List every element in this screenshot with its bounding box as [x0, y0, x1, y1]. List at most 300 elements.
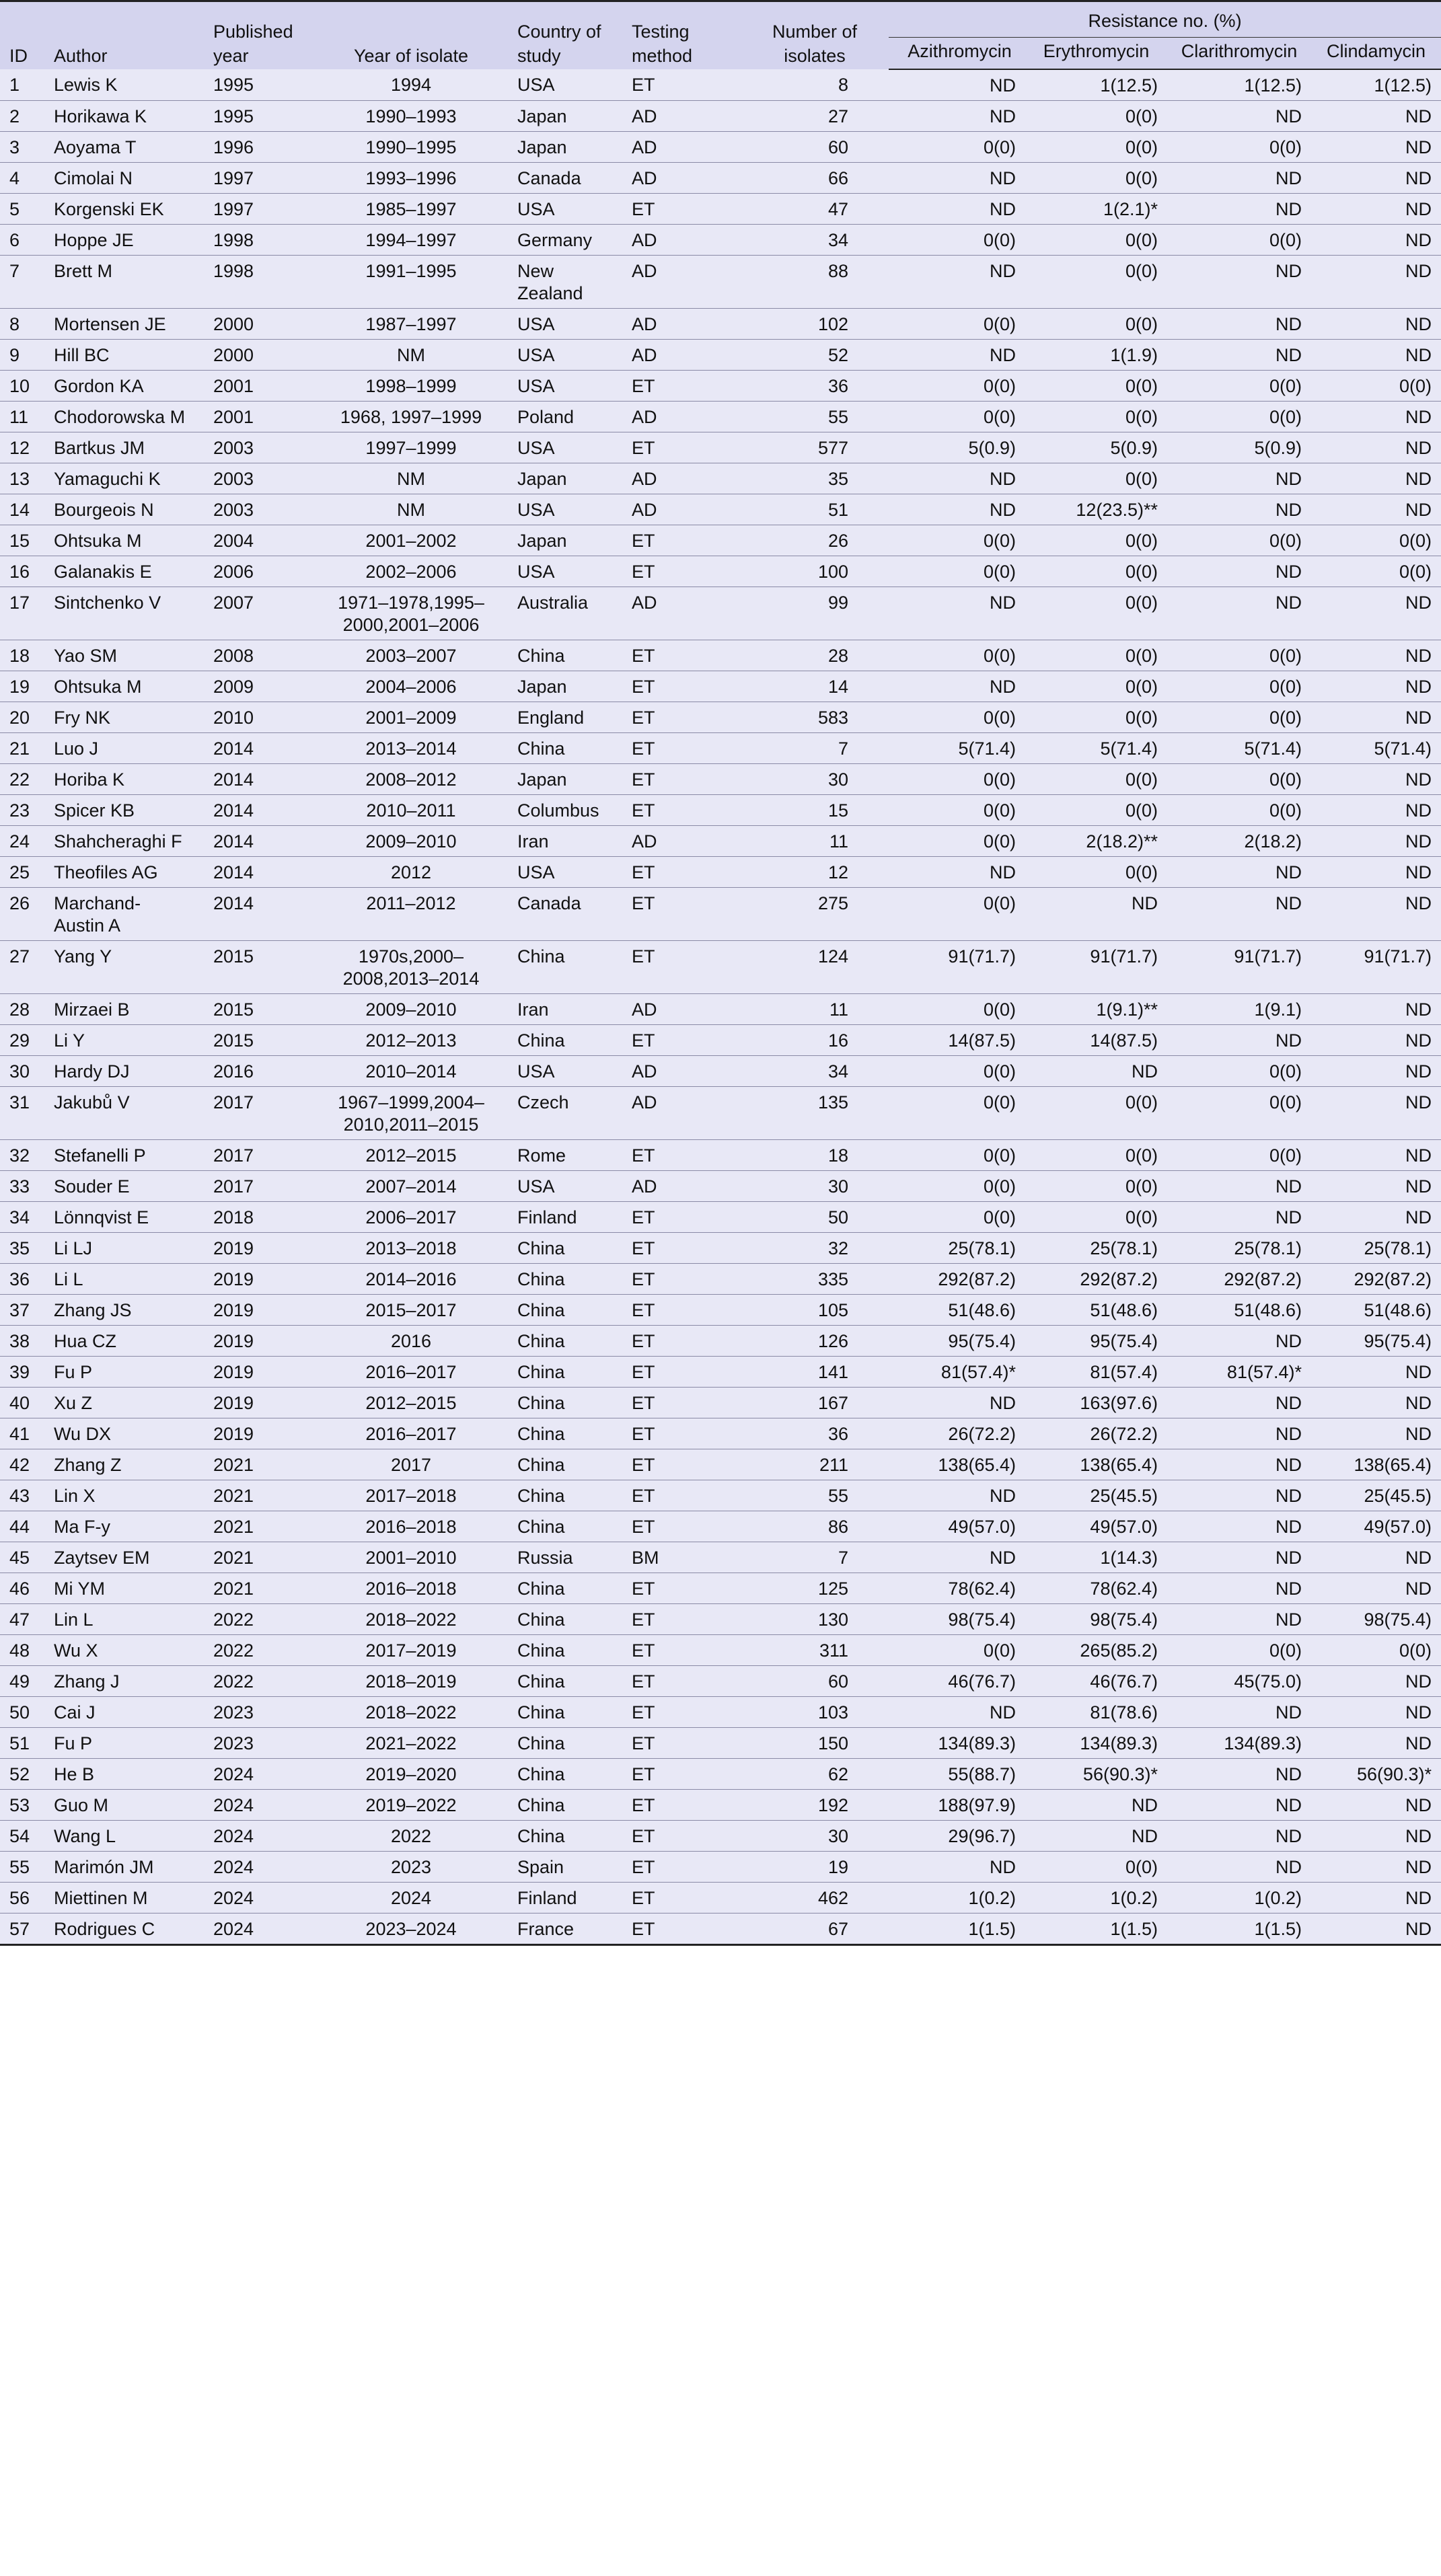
cell-azithromycin: ND [889, 494, 1025, 525]
cell-clindamycin: ND [1311, 1025, 1441, 1056]
cell-author: Zhang J [50, 1666, 209, 1697]
table-row [0, 340, 1441, 371]
cell-author: Lin X [50, 1480, 209, 1511]
cell-id: 32 [0, 1140, 50, 1171]
cell-published-year: 2014 [209, 857, 309, 888]
cell-id: 40 [0, 1388, 50, 1418]
cell-year-of-isolate: NM [309, 463, 513, 494]
cell-year-of-isolate: 2019–2022 [309, 1790, 513, 1821]
cell-clindamycin: ND [1311, 194, 1441, 225]
cell-number-of-isolates: 15 [741, 795, 889, 826]
cell-clindamycin: ND [1311, 225, 1441, 256]
cell-country: China [513, 1233, 628, 1264]
header-resistance-group: Resistance no. (%) [889, 1, 1441, 38]
cell-published-year: 2017 [209, 1140, 309, 1171]
cell-year-of-isolate: 1998–1999 [309, 371, 513, 402]
cell-clarithromycin: 292(87.2) [1167, 1264, 1311, 1295]
cell-published-year: 2014 [209, 888, 309, 941]
cell-author: Lewis K [50, 69, 209, 101]
cell-year-of-isolate: 2010–2011 [309, 795, 513, 826]
cell-author: Sintchenko V [50, 587, 209, 640]
cell-country: Japan [513, 525, 628, 556]
table-row [0, 764, 1441, 795]
cell-azithromycin: 55(88.7) [889, 1759, 1025, 1790]
cell-clindamycin: ND [1311, 1542, 1441, 1573]
cell-author: Yang Y [50, 941, 209, 994]
cell-author: Spicer KB [50, 795, 209, 826]
cell-published-year: 2000 [209, 340, 309, 371]
cell-erythromycin: 81(78.6) [1025, 1697, 1167, 1728]
cell-erythromycin: 0(0) [1025, 640, 1167, 671]
cell-clarithromycin: ND [1167, 340, 1311, 371]
cell-clarithromycin: ND [1167, 163, 1311, 194]
cell-id: 25 [0, 857, 50, 888]
cell-published-year: 2017 [209, 1087, 309, 1140]
cell-number-of-isolates: 66 [741, 163, 889, 194]
cell-erythromycin: 1(9.1)** [1025, 994, 1167, 1025]
cell-country: China [513, 1449, 628, 1480]
cell-author: Hua CZ [50, 1326, 209, 1357]
cell-id: 50 [0, 1697, 50, 1728]
cell-year-of-isolate: 2021–2022 [309, 1728, 513, 1759]
cell-clarithromycin: ND [1167, 1852, 1311, 1883]
cell-clindamycin: ND [1311, 1357, 1441, 1388]
cell-id: 26 [0, 888, 50, 941]
cell-id: 30 [0, 1056, 50, 1087]
cell-author: Mi YM [50, 1573, 209, 1604]
cell-clarithromycin: ND [1167, 194, 1311, 225]
cell-id: 41 [0, 1418, 50, 1449]
cell-clindamycin: ND [1311, 163, 1441, 194]
table-row [0, 640, 1441, 671]
table-row [0, 1697, 1441, 1728]
cell-number-of-isolates: 311 [741, 1635, 889, 1666]
cell-country: Czech [513, 1087, 628, 1140]
cell-erythromycin: 26(72.2) [1025, 1418, 1167, 1449]
cell-published-year: 2022 [209, 1666, 309, 1697]
cell-clindamycin: 98(75.4) [1311, 1604, 1441, 1635]
cell-country: England [513, 702, 628, 733]
cell-azithromycin: ND [889, 463, 1025, 494]
cell-author: Yamaguchi K [50, 463, 209, 494]
cell-number-of-isolates: 130 [741, 1604, 889, 1635]
cell-published-year: 1997 [209, 194, 309, 225]
cell-erythromycin: 1(2.1)* [1025, 194, 1167, 225]
cell-year-of-isolate: 1968, 1997–1999 [309, 402, 513, 432]
cell-country: China [513, 1697, 628, 1728]
cell-published-year: 2023 [209, 1697, 309, 1728]
cell-number-of-isolates: 60 [741, 1666, 889, 1697]
cell-number-of-isolates: 16 [741, 1025, 889, 1056]
table-row [0, 1264, 1441, 1295]
cell-country: China [513, 1511, 628, 1542]
cell-testing-method: ET [628, 371, 741, 402]
cell-year-of-isolate: 2017–2019 [309, 1635, 513, 1666]
cell-erythromycin: 98(75.4) [1025, 1604, 1167, 1635]
cell-published-year: 2003 [209, 463, 309, 494]
cell-id: 49 [0, 1666, 50, 1697]
cell-number-of-isolates: 30 [741, 1171, 889, 1202]
cell-id: 38 [0, 1326, 50, 1357]
cell-id: 43 [0, 1480, 50, 1511]
cell-clindamycin: 95(75.4) [1311, 1326, 1441, 1357]
cell-author: Hardy DJ [50, 1056, 209, 1087]
cell-clindamycin: 49(57.0) [1311, 1511, 1441, 1542]
cell-azithromycin: ND [889, 101, 1025, 132]
cell-testing-method: ET [628, 702, 741, 733]
cell-author: Horikawa K [50, 101, 209, 132]
cell-id: 5 [0, 194, 50, 225]
cell-number-of-isolates: 19 [741, 1852, 889, 1883]
cell-clindamycin: ND [1311, 463, 1441, 494]
header-id: ID [0, 1, 50, 70]
table-row [0, 795, 1441, 826]
cell-clindamycin: ND [1311, 1790, 1441, 1821]
cell-erythromycin: 25(78.1) [1025, 1233, 1167, 1264]
cell-year-of-isolate: 2023–2024 [309, 1914, 513, 1945]
cell-erythromycin: 0(0) [1025, 857, 1167, 888]
cell-country: China [513, 941, 628, 994]
cell-number-of-isolates: 18 [741, 1140, 889, 1171]
cell-author: Hill BC [50, 340, 209, 371]
cell-number-of-isolates: 32 [741, 1233, 889, 1264]
cell-clarithromycin: 0(0) [1167, 764, 1311, 795]
cell-clarithromycin: ND [1167, 256, 1311, 309]
table-row [0, 463, 1441, 494]
cell-clindamycin: ND [1311, 494, 1441, 525]
cell-azithromycin: 29(96.7) [889, 1821, 1025, 1852]
cell-erythromycin: 0(0) [1025, 671, 1167, 702]
table-row [0, 1728, 1441, 1759]
cell-testing-method: AD [628, 463, 741, 494]
cell-erythromycin: 5(0.9) [1025, 432, 1167, 463]
cell-erythromycin: 0(0) [1025, 101, 1167, 132]
cell-number-of-isolates: 50 [741, 1202, 889, 1233]
cell-clarithromycin: ND [1167, 1790, 1311, 1821]
table-row [0, 69, 1441, 101]
cell-clarithromycin: ND [1167, 1511, 1311, 1542]
cell-year-of-isolate: 2017 [309, 1449, 513, 1480]
cell-clindamycin: ND [1311, 1140, 1441, 1171]
cell-clindamycin: 0(0) [1311, 1635, 1441, 1666]
cell-id: 55 [0, 1852, 50, 1883]
cell-clarithromycin: ND [1167, 1697, 1311, 1728]
cell-clarithromycin: 1(0.2) [1167, 1883, 1311, 1914]
cell-author: Ma F-y [50, 1511, 209, 1542]
cell-clarithromycin: 0(0) [1167, 132, 1311, 163]
cell-number-of-isolates: 7 [741, 733, 889, 764]
cell-clarithromycin: ND [1167, 587, 1311, 640]
cell-published-year: 1998 [209, 225, 309, 256]
cell-testing-method: ET [628, 525, 741, 556]
cell-year-of-isolate: 1994–1997 [309, 225, 513, 256]
cell-clindamycin: ND [1311, 764, 1441, 795]
cell-testing-method: ET [628, 1604, 741, 1635]
cell-author: Guo M [50, 1790, 209, 1821]
cell-testing-method: ET [628, 1728, 741, 1759]
cell-country: China [513, 1480, 628, 1511]
cell-year-of-isolate: 2022 [309, 1821, 513, 1852]
cell-author: Ohtsuka M [50, 671, 209, 702]
cell-author: Stefanelli P [50, 1140, 209, 1171]
cell-number-of-isolates: 36 [741, 371, 889, 402]
cell-clindamycin: 25(45.5) [1311, 1480, 1441, 1511]
cell-azithromycin: ND [889, 194, 1025, 225]
cell-published-year: 2006 [209, 556, 309, 587]
cell-country: USA [513, 432, 628, 463]
cell-published-year: 2010 [209, 702, 309, 733]
cell-clarithromycin: 25(78.1) [1167, 1233, 1311, 1264]
cell-year-of-isolate: 2015–2017 [309, 1295, 513, 1326]
cell-clarithromycin: 0(0) [1167, 371, 1311, 402]
cell-year-of-isolate: 2007–2014 [309, 1171, 513, 1202]
cell-published-year: 2021 [209, 1449, 309, 1480]
cell-country: Iran [513, 826, 628, 857]
cell-testing-method: AD [628, 132, 741, 163]
cell-clarithromycin: ND [1167, 1388, 1311, 1418]
cell-number-of-isolates: 55 [741, 402, 889, 432]
cell-azithromycin: 0(0) [889, 225, 1025, 256]
cell-erythromycin: 265(85.2) [1025, 1635, 1167, 1666]
cell-published-year: 2024 [209, 1759, 309, 1790]
cell-author: Fu P [50, 1357, 209, 1388]
table-row [0, 1171, 1441, 1202]
cell-id: 57 [0, 1914, 50, 1945]
cell-clindamycin: ND [1311, 1573, 1441, 1604]
cell-year-of-isolate: 2014–2016 [309, 1264, 513, 1295]
cell-year-of-isolate: 2016–2017 [309, 1418, 513, 1449]
cell-erythromycin: 0(0) [1025, 371, 1167, 402]
cell-year-of-isolate: 1994 [309, 69, 513, 101]
cell-clindamycin: ND [1311, 826, 1441, 857]
cell-id: 27 [0, 941, 50, 994]
cell-year-of-isolate: 1990–1993 [309, 101, 513, 132]
cell-published-year: 1997 [209, 163, 309, 194]
cell-number-of-isolates: 124 [741, 941, 889, 994]
cell-number-of-isolates: 275 [741, 888, 889, 941]
cell-erythromycin: ND [1025, 1821, 1167, 1852]
cell-azithromycin: ND [889, 1480, 1025, 1511]
cell-number-of-isolates: 47 [741, 194, 889, 225]
cell-clarithromycin: ND [1167, 463, 1311, 494]
cell-number-of-isolates: 100 [741, 556, 889, 587]
cell-country: Columbus [513, 795, 628, 826]
cell-clarithromycin: ND [1167, 1171, 1311, 1202]
cell-azithromycin: 0(0) [889, 795, 1025, 826]
table-row [0, 1914, 1441, 1945]
cell-clarithromycin: 0(0) [1167, 1087, 1311, 1140]
cell-testing-method: ET [628, 1388, 741, 1418]
cell-author: Shahcheraghi F [50, 826, 209, 857]
cell-testing-method: ET [628, 1883, 741, 1914]
cell-erythromycin: 0(0) [1025, 163, 1167, 194]
cell-published-year: 2000 [209, 309, 309, 340]
cell-number-of-isolates: 86 [741, 1511, 889, 1542]
cell-id: 20 [0, 702, 50, 733]
cell-erythromycin: 0(0) [1025, 1087, 1167, 1140]
cell-country: USA [513, 194, 628, 225]
cell-clarithromycin: 81(57.4)* [1167, 1357, 1311, 1388]
cell-erythromycin: 81(57.4) [1025, 1357, 1167, 1388]
cell-testing-method: AD [628, 225, 741, 256]
cell-country: USA [513, 1171, 628, 1202]
cell-published-year: 2019 [209, 1418, 309, 1449]
cell-published-year: 2015 [209, 994, 309, 1025]
cell-number-of-isolates: 34 [741, 1056, 889, 1087]
cell-testing-method: AD [628, 1087, 741, 1140]
cell-year-of-isolate: 2001–2010 [309, 1542, 513, 1573]
cell-azithromycin: ND [889, 256, 1025, 309]
cell-published-year: 2015 [209, 941, 309, 994]
cell-published-year: 2009 [209, 671, 309, 702]
cell-clarithromycin: 51(48.6) [1167, 1295, 1311, 1326]
cell-azithromycin: 5(0.9) [889, 432, 1025, 463]
table-row [0, 1759, 1441, 1790]
cell-testing-method: ET [628, 556, 741, 587]
cell-published-year: 2021 [209, 1542, 309, 1573]
cell-published-year: 2019 [209, 1233, 309, 1264]
cell-azithromycin: 46(76.7) [889, 1666, 1025, 1697]
cell-azithromycin: 1(1.5) [889, 1914, 1025, 1945]
cell-country: China [513, 733, 628, 764]
table-row [0, 494, 1441, 525]
cell-testing-method: ET [628, 733, 741, 764]
cell-erythromycin: 0(0) [1025, 463, 1167, 494]
cell-year-of-isolate: 2008–2012 [309, 764, 513, 795]
cell-testing-method: ET [628, 1697, 741, 1728]
cell-clindamycin: ND [1311, 101, 1441, 132]
cell-clarithromycin: ND [1167, 556, 1311, 587]
cell-clindamycin: ND [1311, 402, 1441, 432]
cell-author: Miettinen M [50, 1883, 209, 1914]
cell-year-of-isolate: 1991–1995 [309, 256, 513, 309]
cell-published-year: 2024 [209, 1852, 309, 1883]
cell-id: 36 [0, 1264, 50, 1295]
cell-testing-method: ET [628, 1202, 741, 1233]
cell-year-of-isolate: 2012–2013 [309, 1025, 513, 1056]
cell-author: Zhang Z [50, 1449, 209, 1480]
cell-testing-method: ET [628, 1759, 741, 1790]
cell-id: 53 [0, 1790, 50, 1821]
table-row [0, 888, 1441, 941]
cell-year-of-isolate: 1967–1999,2004– 2010,2011–2015 [309, 1087, 513, 1140]
cell-country: New Zealand [513, 256, 628, 309]
cell-year-of-isolate: 2009–2010 [309, 994, 513, 1025]
cell-testing-method: ET [628, 1511, 741, 1542]
cell-clindamycin: 1(12.5) [1311, 69, 1441, 101]
cell-clindamycin: ND [1311, 1171, 1441, 1202]
cell-clarithromycin: 134(89.3) [1167, 1728, 1311, 1759]
cell-year-of-isolate: 2003–2007 [309, 640, 513, 671]
cell-azithromycin: 0(0) [889, 826, 1025, 857]
cell-testing-method: ET [628, 1140, 741, 1171]
cell-year-of-isolate: 2010–2014 [309, 1056, 513, 1087]
cell-country: Australia [513, 587, 628, 640]
cell-clarithromycin: ND [1167, 101, 1311, 132]
cell-country: China [513, 1666, 628, 1697]
cell-country: Poland [513, 402, 628, 432]
cell-id: 8 [0, 309, 50, 340]
cell-azithromycin: 292(87.2) [889, 1264, 1025, 1295]
table-row [0, 941, 1441, 994]
cell-published-year: 2014 [209, 795, 309, 826]
cell-number-of-isolates: 7 [741, 1542, 889, 1573]
cell-year-of-isolate: 2001–2009 [309, 702, 513, 733]
cell-year-of-isolate: 1970s,2000– 2008,2013–2014 [309, 941, 513, 994]
cell-year-of-isolate: 2018–2019 [309, 1666, 513, 1697]
cell-clarithromycin: ND [1167, 1821, 1311, 1852]
table-row [0, 733, 1441, 764]
cell-author: Aoyama T [50, 132, 209, 163]
cell-country: Iran [513, 994, 628, 1025]
cell-year-of-isolate: 1990–1995 [309, 132, 513, 163]
cell-azithromycin: 0(0) [889, 556, 1025, 587]
cell-country: China [513, 1357, 628, 1388]
cell-author: Wang L [50, 1821, 209, 1852]
cell-azithromycin: 0(0) [889, 702, 1025, 733]
cell-testing-method: AD [628, 494, 741, 525]
cell-erythromycin: 0(0) [1025, 795, 1167, 826]
cell-azithromycin: 0(0) [889, 994, 1025, 1025]
table-row [0, 163, 1441, 194]
cell-testing-method: ET [628, 1357, 741, 1388]
cell-author: Mortensen JE [50, 309, 209, 340]
cell-published-year: 1995 [209, 101, 309, 132]
cell-azithromycin: ND [889, 163, 1025, 194]
cell-number-of-isolates: 12 [741, 857, 889, 888]
cell-testing-method: ET [628, 432, 741, 463]
cell-country: Japan [513, 101, 628, 132]
cell-erythromycin: 0(0) [1025, 1171, 1167, 1202]
table-row [0, 194, 1441, 225]
cell-published-year: 2019 [209, 1326, 309, 1357]
cell-clindamycin: 5(71.4) [1311, 733, 1441, 764]
cell-number-of-isolates: 126 [741, 1326, 889, 1357]
cell-year-of-isolate: 2016–2018 [309, 1573, 513, 1604]
cell-clarithromycin: 0(0) [1167, 671, 1311, 702]
cell-author: Rodrigues C [50, 1914, 209, 1945]
cell-erythromycin: 1(14.3) [1025, 1542, 1167, 1573]
cell-country: USA [513, 556, 628, 587]
cell-country: Russia [513, 1542, 628, 1573]
cell-azithromycin: 0(0) [889, 1140, 1025, 1171]
cell-erythromycin: 0(0) [1025, 556, 1167, 587]
cell-clindamycin: 56(90.3)* [1311, 1759, 1441, 1790]
cell-azithromycin: ND [889, 340, 1025, 371]
cell-erythromycin: 0(0) [1025, 1202, 1167, 1233]
cell-azithromycin: 26(72.2) [889, 1418, 1025, 1449]
cell-number-of-isolates: 35 [741, 463, 889, 494]
cell-testing-method: ET [628, 671, 741, 702]
cell-year-of-isolate: 2016–2018 [309, 1511, 513, 1542]
cell-country: Germany [513, 225, 628, 256]
cell-testing-method: ET [628, 1449, 741, 1480]
cell-id: 52 [0, 1759, 50, 1790]
table-row [0, 1202, 1441, 1233]
cell-testing-method: ET [628, 857, 741, 888]
cell-author: Li Y [50, 1025, 209, 1056]
cell-country: China [513, 1635, 628, 1666]
cell-clindamycin: ND [1311, 671, 1441, 702]
cell-published-year: 2024 [209, 1914, 309, 1945]
cell-clarithromycin: ND [1167, 1326, 1311, 1357]
cell-year-of-isolate: 1987–1997 [309, 309, 513, 340]
table-row [0, 1542, 1441, 1573]
cell-author: He B [50, 1759, 209, 1790]
cell-country: China [513, 1264, 628, 1295]
table-body [0, 69, 1441, 1945]
cell-published-year: 2016 [209, 1056, 309, 1087]
